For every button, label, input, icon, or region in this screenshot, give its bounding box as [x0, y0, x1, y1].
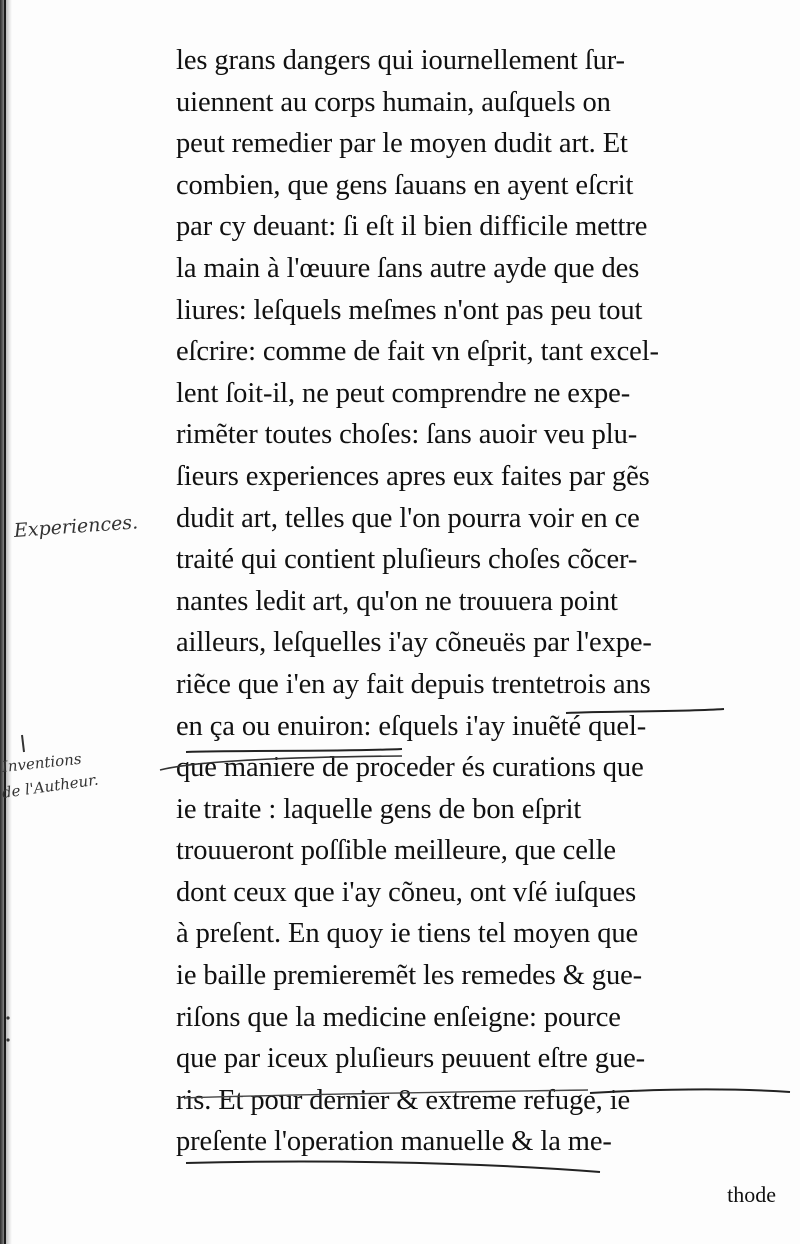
text-line: riſons que la medicine enſeigne: pource [176, 1001, 621, 1033]
text-line: que maniere de proceder és curations que [176, 752, 644, 784]
text-line: ie traite : laquelle gens de bon eſprit [176, 793, 582, 825]
page-edge-line [4, 0, 6, 1244]
text-line: ſieurs experiences apres eux faites par gẽs [176, 460, 650, 492]
text-line: par cy deuant: ſi eſt il bien difficile mettre [176, 211, 648, 243]
margin-note-inventions-line-1: Inventions [1, 749, 83, 776]
text-line: uiennent au corps humain, auſquels on [176, 86, 611, 118]
text-line: rimẽter toutes choſes: ſans auoir veu plu- [176, 419, 638, 451]
text-line: ris. Et pour dernier & extreme refuge, ie [176, 1084, 631, 1116]
book-spine-shadow [0, 0, 12, 1244]
text-line: nantes ledit art, qu'on ne trouuera point [176, 585, 618, 617]
text-line: peut remedier par le moyen dudit art. Et [176, 128, 628, 160]
text-line: lent ſoit-il, ne peut comprendre ne expe- [176, 377, 631, 409]
text-line: traité qui contient pluſieurs choſes cõcer- [176, 544, 638, 576]
text-line: ailleurs, leſquelles i'ay cõneuës par l'expe- [176, 627, 652, 659]
text-line: preſente l'operation manuelle & la me- [176, 1126, 612, 1158]
margin-note-inventions-line-2: de l'Autheur. [0, 770, 100, 802]
text-line: trouueront poſſible meilleure, que celle [176, 835, 616, 867]
catchword: thode [727, 1182, 776, 1207]
text-line: combien, que gens ſauans en ayent eſcrit [176, 169, 634, 201]
printed-text-block [176, 40, 776, 1163]
margin-note-experiences: Experiences. [13, 511, 139, 542]
text-line: riẽce que i'en ay fait depuis trentetrois ans [176, 668, 651, 700]
text-line: en ça ou enuiron: eſquels i'ay inuẽté quel- [176, 710, 647, 742]
text-line: que par iceux pluſieurs peuuent eſtre gue- [176, 1043, 646, 1075]
text-line: eſcrire: comme de fait vn eſprit, tant excel- [176, 336, 659, 368]
text-line: les grans dangers qui iournellement ſur- [176, 45, 625, 76]
text-line: liures: leſquels meſmes n'ont pas peu tout [176, 294, 643, 326]
underline-operation [186, 1162, 600, 1172]
text-line: dont ceux que i'ay cõneu, ont vſé iuſques [176, 876, 637, 908]
text-line: ie baille premieremẽt les remedes & gue- [176, 960, 643, 992]
text-line: à preſent. En quoy ie tiens tel moyen que [176, 918, 639, 950]
margin-bracket [22, 735, 24, 752]
text-line: dudit art, telles que l'on pourra voir en ce [176, 502, 640, 534]
text-line: la main à l'œuure ſans autre ayde que des [176, 252, 640, 284]
